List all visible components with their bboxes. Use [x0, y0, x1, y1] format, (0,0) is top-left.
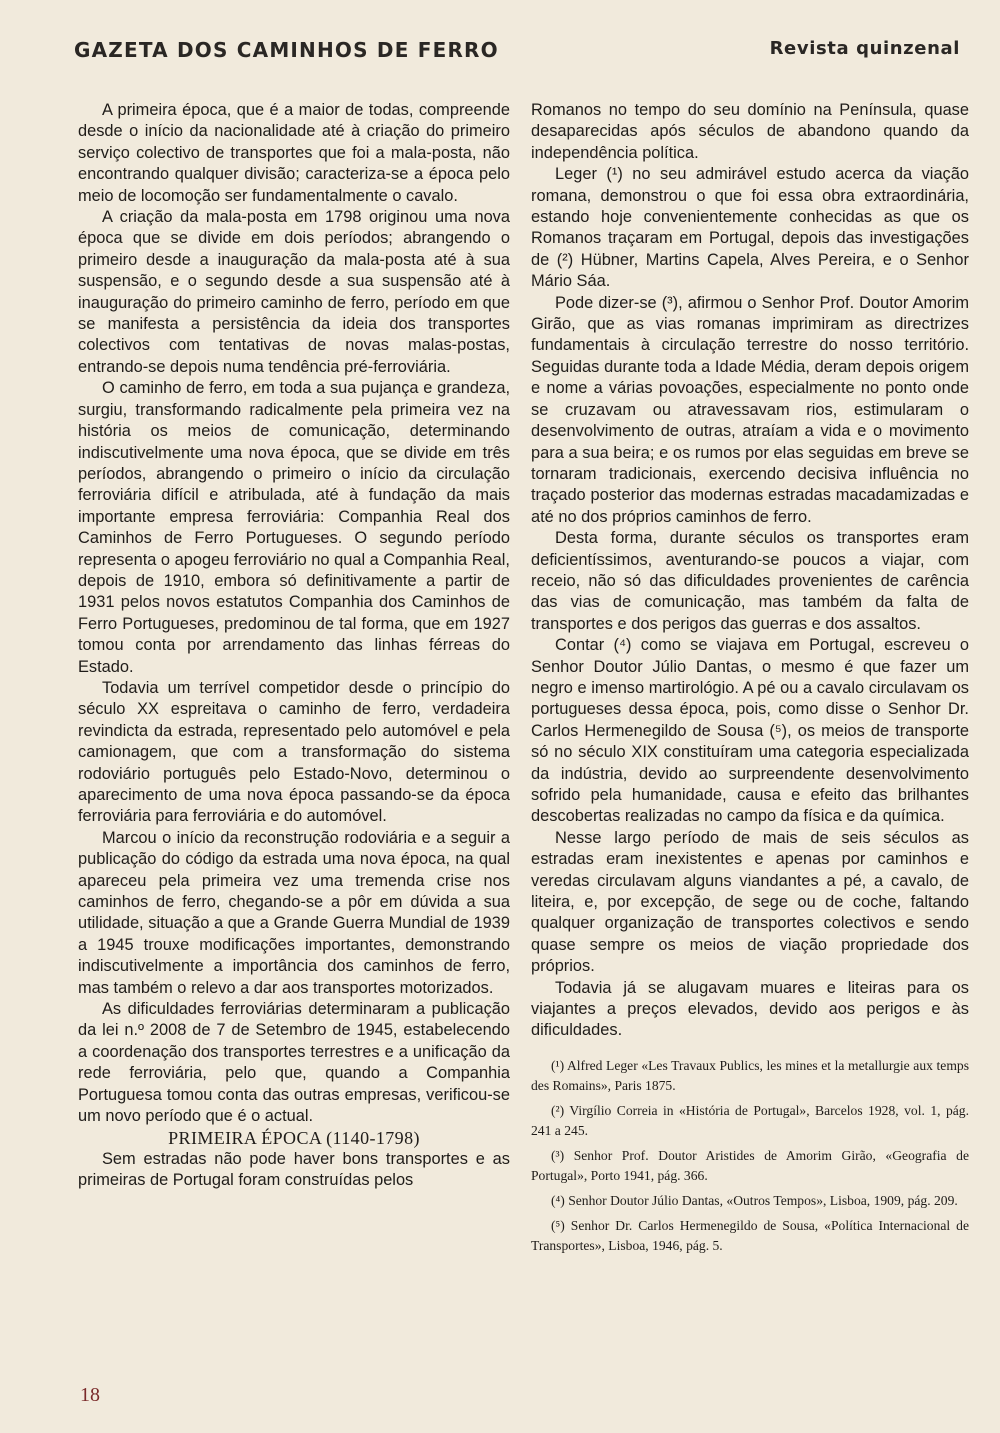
footnote: (⁵) Senhor Dr. Carlos Hermenegildo de Sousa, «Política Internacional de Transportes», Lisboa, 1946, pág. 5.: [531, 1217, 969, 1253]
left-column: [78, 100, 510, 1192]
paragraph: Todavia já se alugavam muares e liteiras para os viajantes a preços elevados, devido aos perigos e às dificuldades.: [531, 978, 969, 1040]
section-heading: PRIMEIRA ÉPOCA (1140-1798): [168, 1127, 420, 1148]
page-number: 18: [80, 1384, 100, 1406]
paragraph: Desta forma, durante séculos os transportes eram deficientíssimos, aventurando-se poucos a viajar, com receio, não só das dificuldades provenientes de carência das vias de comunicação, mas também da falta de transportes e dos perigos das guerras e dos assaltos.: [531, 529, 969, 633]
paragraph: As dificuldades ferroviárias determinaram a publicação da lei n.º 2008 de 7 de Setembro de 1945, estabelecendo a coordenação dos transportes terrestres e a unificação da rede ferroviária, pelo que, quando a Companhia Portuguesa tomou conta das outras empresas, verificou-se um novo período que é o actual.: [78, 1000, 510, 1126]
masthead-title: GAZETA DOS CAMINHOS DE FERRO: [74, 38, 499, 62]
paragraph: Marcou o início da reconstrução rodoviária e a seguir a publicação do código da estrada uma nova época, na qual apareceu pela primeira vez uma tremenda crise nos caminhos de ferro, chegando-se a pôr em dúvida a sua utilidade, situação a que a Grande Guerra Mundial de 1939 a 1945 trouxe modificações importantes, demonstrando indiscutivelmente a importância dos caminhos de ferro, mas também o relevo a dar aos transportes motorizados.: [78, 828, 510, 997]
footnote: (¹) Alfred Leger «Les Travaux Publics, les mines et la metallurgie aux temps des Romains», Paris 1875.: [531, 1057, 969, 1093]
paragraph: Sem estradas não pode haver bons transportes e as primeiras de Portugal foram construídas pelos: [78, 1149, 510, 1190]
paragraph: A primeira época, que é a maior de todas, compreende desde o início da nacionalidade até à criação do primeiro serviço colectivo de transportes que foi a mala-posta, não encontrando qualquer divisão; caracteriza-se a época pelo meio de locomoção ser fundamentalmente o cavalo.: [78, 101, 510, 205]
paragraph: Leger (¹) no seu admirável estudo acerca da viação romana, demonstrou o que foi essa obra extraordinária, estando hoje convenientemente conhecidas as que os Romanos traçaram em Portugal, depois das investigações de (²) Hübner, Martins Capela, Alves Pereira, e o Senhor Mário Sáa.: [531, 165, 969, 291]
masthead-subtitle: Revista quinzenal: [769, 38, 960, 59]
footnote: (³) Senhor Prof. Doutor Aristides de Amorim Girão, «Geografia de Portugal», Porto 1941, pág. 366.: [531, 1147, 969, 1183]
paragraph: Nesse largo período de mais de seis séculos as estradas eram inexistentes e apenas por caminhos e veredas circulavam alguns viandantes a pé, a cavalo, de liteira, e, por excepção, de sege ou de coche, faltando qualquer organização de transportes colectivos e sendo quase sempre os meios de viação propriedade dos próprios.: [531, 828, 969, 976]
paragraph: O caminho de ferro, em toda a sua pujança e grandeza, surgiu, transformando radicalmente pela primeira vez na história os meios de comunicação, determinando indiscutivelmente uma nova época, que se divide em três períodos, abrangendo o primeiro o início da circulação ferroviária difícil e atribulada, até à fundação da mais importante empresa ferroviária: Companhia Real dos Caminhos de Ferro Portugueses. O segundo período representa o apogeu ferroviário no qual a Companhia Real, depois de 1910, embora só definitivamente a partir de 1931 pelos novos estatutos Companhia dos Caminhos de Ferro Portugueses, predominou de tal forma, que em 1927 tomou conta por arrendamento das linhas férreas do Estado.: [78, 379, 510, 676]
paragraph: Todavia um terrível competidor desde o princípio do século XX espreitava o caminho de ferro, verdadeira revindicta da estrada, representado pelo automóvel e pela camionagem, que com a transformação do sistema rodoviário português pelo Estado-Novo, determinou o aparecimento de uma nova época passando-se da época ferroviária para ferroviária e do automóvel.: [78, 678, 510, 826]
footnotes: [531, 1056, 969, 1256]
paragraph: Contar (⁴) como se viajava em Portugal, escreveu o Senhor Doutor Júlio Dantas, o mesmo é que fazer um negro e imenso martirológio. A pé ou a cavalo circulavam os portugueses dessa época, pois, como disse o Senhor Dr. Carlos Hermenegildo de Sousa (⁵), os meios de transporte só no século XIX constituíram uma categoria especializada da indústria, devido ao surpreendente desenvolvimento sofrido pela humanidade, causa e efeito das brilhantes descobertas realizadas no campo da física e da química.: [531, 636, 969, 826]
paragraph-continuation: Romanos no tempo do seu domínio na Península, quase desaparecidas após séculos de abandono quando da independência política.: [531, 101, 969, 162]
footnote: (²) Virgílio Correia in «História de Portugal», Barcelos 1928, vol. 1, pág. 241 a 245.: [531, 1102, 969, 1138]
paragraph: Pode dizer-se (³), afirmou o Senhor Prof. Doutor Amorim Girão, que as vias romanas imprimiram as directrizes fundamentais à circulação terrestre do nosso território. Seguidas durante toda a Idade Média, deram depois origem e nome a várias povoações, especialmente no ponto onde se cruzavam ou atravessavam rios, estimularam o desenvolvimento de outras, atraíam a vida e o movimento para a sua beira; e os rumos por elas seguidas em breve se tornaram tradicionais, exercendo decisiva influência no traçado posterior das modernas estradas macadamizadas e até no dos próprios caminhos de ferro.: [531, 293, 969, 526]
footnote: (⁴) Senhor Doutor Júlio Dantas, «Outros Tempos», Lisboa, 1909, pág. 209.: [551, 1192, 958, 1208]
paragraph: A criação da mala-posta em 1798 originou uma nova época que se divide em dois períodos; abrangendo o primeiro desde a inauguração da mala-posta até à sua suspensão, e o segundo desde a sua suspensão até à inauguração do primeiro caminho de ferro, período em que se manifesta a persistência da ideia dos transportes colectivos com tentativas de novas malas-postas, entrando-se depois numa tendência pré-ferroviária.: [78, 208, 510, 376]
right-column: [531, 100, 969, 1261]
